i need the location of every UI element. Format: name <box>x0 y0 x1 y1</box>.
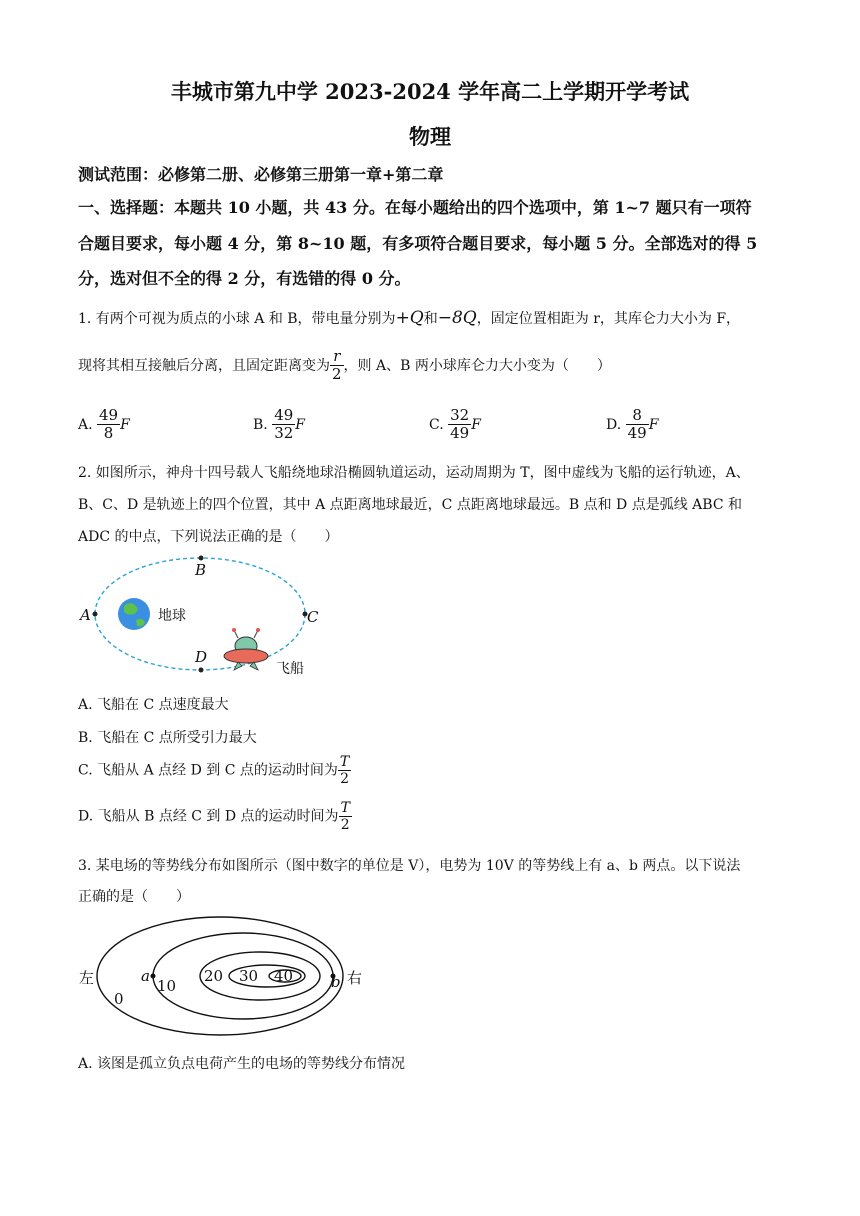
question-3-line2: 正确的是（ ） <box>78 889 190 905</box>
label-spaceship: 飞船 <box>276 661 304 677</box>
label-right: 右 <box>347 969 363 987</box>
q2-option-c[interactable]: C. 飞船从 A 点经 D 到 C 点的运动时间为 $\frac{T}{2}$ <box>78 754 350 788</box>
point-a-dot <box>93 612 98 617</box>
label-left: 左 <box>79 969 95 987</box>
label-20v: 20 <box>204 967 224 985</box>
q2-option-d[interactable]: D. 飞船从 B 点经 C 到 D 点的运动时间为 $\frac{T}{2}$ <box>78 800 350 834</box>
q1-charge-positive: +Q <box>395 308 424 328</box>
q1-text-and: 和 <box>423 311 438 327</box>
q2-option-a[interactable]: A. 飞船在 C 点速度最大 <box>78 697 229 713</box>
point-a-dot <box>151 974 156 979</box>
label-a: A <box>80 606 91 624</box>
section-instructions-line1: 一、选择题：本题共 10 小题，共 43 分。在每小题给出的四个选项中，第 1~7 题只有一项符 <box>78 198 752 217</box>
subject-title: 物理 <box>409 124 451 149</box>
label-b: b <box>331 973 341 991</box>
q1-option-c[interactable]: C. $\frac{32}{49}$ F <box>429 406 481 443</box>
q1-option-b[interactable]: B. $\frac{49}{32}$ F <box>253 406 306 443</box>
test-scope: 测试范围：必修第二册、必修第三册第一章+第二章 <box>78 165 444 184</box>
q1-charge-negative: −8Q <box>437 308 477 328</box>
point-d-dot <box>199 668 204 673</box>
label-earth: 地球 <box>158 608 186 624</box>
exam-title: 丰城市第九中学 2023-2024 学年高二上学期开学考试 <box>170 79 690 104</box>
section-instructions-line3: 分，选对但不全的得 2 分，有选错的得 0 分。 <box>78 269 411 288</box>
q1-text-d: ，则 A、B 两小球库仑力大小变为（ ） <box>343 357 611 374</box>
q2-option-b[interactable]: B. 飞船在 C 点所受引力最大 <box>78 730 257 746</box>
label-30v: 30 <box>239 967 259 985</box>
label-d: D <box>195 648 208 666</box>
point-b-dot <box>199 556 204 561</box>
spaceship-icon <box>224 628 268 670</box>
q1-fraction-r-over-2: $\frac{r}{2}$ <box>332 347 342 384</box>
section-instructions-line2: 合题目要求，每小题 4 分，第 8~10 题，有多项符合题目要求，每小题 5 分。全部选对的得 5 <box>78 234 758 253</box>
label-a: a <box>141 967 150 985</box>
label-c: C <box>307 608 319 626</box>
q1-option-d[interactable]: D. $\frac{8}{49}$ F <box>606 406 659 443</box>
question-1-line1 <box>78 308 740 328</box>
label-10v: 10 <box>157 977 177 995</box>
question-2-line2: B、C、D 是轨迹上的四个位置，其中 A 点距离地球最近，C 点距离地球最远。B 点和 D 点是弧线 ABC 和 <box>78 497 742 513</box>
label-40v: 40 <box>274 967 294 985</box>
q1-option-a[interactable]: A. $\frac{49}{8}$ F <box>78 406 130 443</box>
q1-text-c: 现将其相互接触后分离，且固定距离变为 <box>78 357 330 374</box>
equipotential-diagram <box>95 915 355 1045</box>
earth-icon <box>118 598 150 630</box>
question-2-line3: ADC 的中点，下列说法正确的是（ ） <box>78 529 339 545</box>
question-1-line2 <box>78 348 611 384</box>
q1-text-b: ，固定位置相距为 r，其库仑力大小为 F， <box>476 311 741 327</box>
question-3-line1: 3. 某电场的等势线分布如图所示（图中数字的单位是 V），电势为 10V 的等势线上有 a、b 两点。以下说法 <box>78 858 741 874</box>
label-0v: 0 <box>114 990 124 1008</box>
question-2-line1: 2. 如图所示，神舟十四号载人飞船绕地球沿椭圆轨道运动，运动周期为 T，图中虚线为飞船的运行轨迹，A、 <box>78 465 750 481</box>
label-b: B <box>195 561 207 579</box>
q1-text-a: 1. 有两个可视为质点的小球 A 和 B，带电量分别为 <box>78 311 396 327</box>
q3-option-a[interactable]: A. 该图是孤立负点电荷产生的电场的等势线分布情况 <box>78 1056 406 1072</box>
